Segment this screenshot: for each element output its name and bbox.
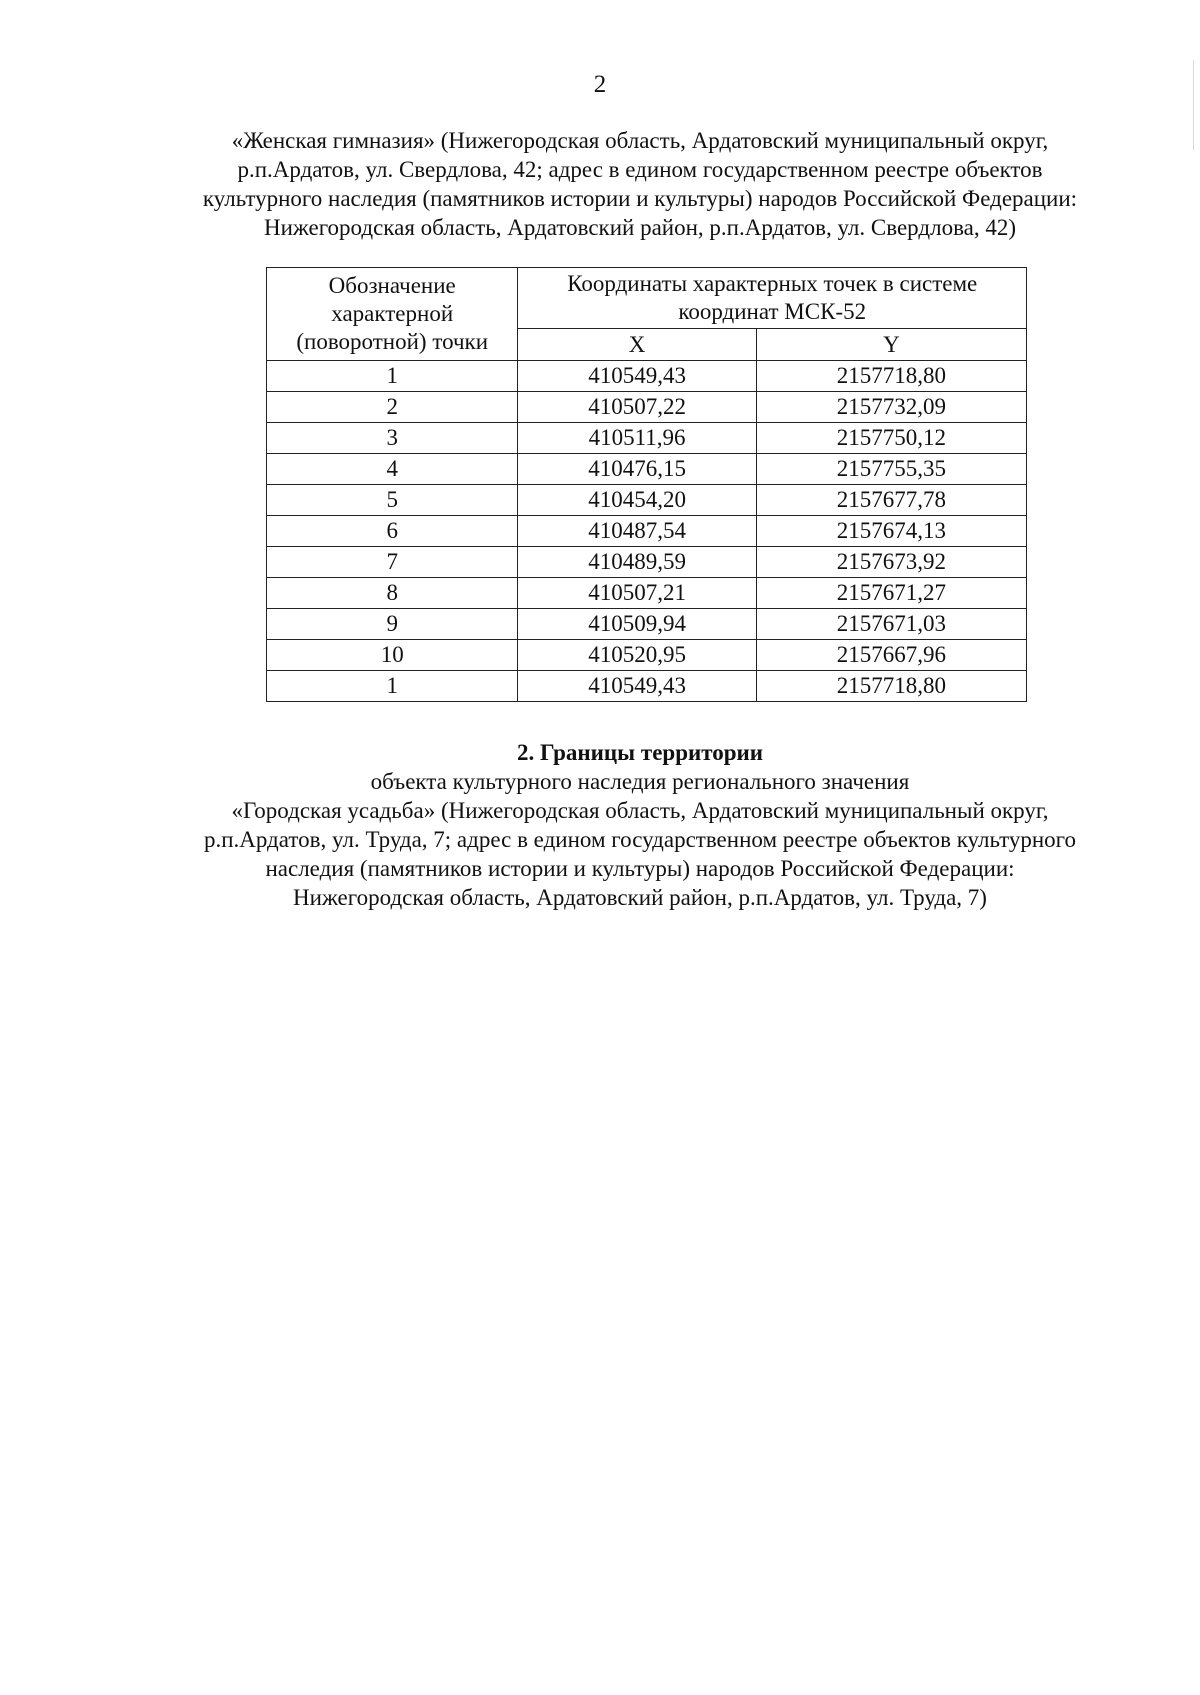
y-cell: 2157673,92 [756,547,1026,578]
intro-line: р.п.Ардатов, ул. Свердлова, 42; адрес в едином государственном реестре объектов [237,157,1043,182]
table-row [267,671,1027,702]
intro-line: культурного наследия (памятников истории и культуры) народов Российской Федерации: [202,186,1078,211]
point-cell: 1 [267,361,518,392]
point-cell: 10 [267,640,518,671]
intro-line: Нижегородская область, Ардатовский район, р.п.Ардатов, ул. Свердлова, 42) [263,215,1016,240]
x-cell: 410489,59 [518,547,756,578]
point-cell: 2 [267,392,518,423]
page-number: 2 [593,71,607,98]
coordinates-group-header [518,268,1027,329]
point-column-header [267,268,518,361]
y-cell: 2157671,03 [756,609,1026,640]
table-row [267,516,1027,547]
table-row [267,392,1027,423]
section-line: «Городская усадьба» (Нижегородская область, Ардатовский муниципальный округ, [231,798,1049,823]
table-row [267,361,1027,392]
table-row [267,640,1027,671]
intro-line: «Женская гимназия» (Нижегородская область, Ардатовский муниципальный округ, [231,128,1049,153]
point-cell: 8 [267,578,518,609]
point-cell: 3 [267,423,518,454]
x-cell: 410511,96 [518,423,756,454]
x-cell: 410507,22 [518,392,756,423]
point-header-line: Обозначение [328,273,456,298]
table-row [267,423,1027,454]
x-cell: 410454,20 [518,485,756,516]
y-cell: 2157674,13 [756,516,1026,547]
x-cell: 410509,94 [518,609,756,640]
point-header-line: (поворотной) точки [296,329,489,354]
point-cell: 1 [267,671,518,702]
y-cell: 2157755,35 [756,454,1026,485]
y-cell: 2157718,80 [756,361,1026,392]
y-column-header: Y [756,329,1026,361]
x-cell: 410487,54 [518,516,756,547]
section-heading: 2. Границы территории [516,740,764,765]
coordinates-table [266,267,1027,702]
point-cell: 6 [267,516,518,547]
y-cell: 2157671,27 [756,578,1026,609]
point-cell: 9 [267,609,518,640]
coords-header-line: координат МСК-52 [678,299,867,324]
table-row [267,485,1027,516]
section-2 [160,738,1120,912]
point-header-line: характерной [331,301,454,326]
y-cell: 2157750,12 [756,423,1026,454]
point-cell: 4 [267,454,518,485]
section-line: наследия (памятников истории и культуры) народов Российской Федерации: [265,856,1015,881]
table-row [267,578,1027,609]
coords-header-line: Координаты характерных точек в системе [567,271,978,296]
table-row [267,547,1027,578]
x-cell: 410507,21 [518,578,756,609]
y-cell: 2157677,78 [756,485,1026,516]
table-row [267,454,1027,485]
x-column-header: X [518,329,756,361]
section-line: р.п.Ардатов, ул. Труда, 7; адрес в едином государственном реестре объектов культурного [203,827,1077,852]
section-line: Нижегородская область, Ардатовский район, р.п.Ардатов, ул. Труда, 7) [293,885,987,910]
y-cell: 2157718,80 [756,671,1026,702]
x-cell: 410549,43 [518,671,756,702]
point-cell: 5 [267,485,518,516]
intro-paragraph [160,126,1120,242]
x-cell: 410476,15 [518,454,756,485]
x-cell: 410520,95 [518,640,756,671]
x-cell: 410549,43 [518,361,756,392]
point-cell: 7 [267,547,518,578]
table-row [267,609,1027,640]
y-cell: 2157667,96 [756,640,1026,671]
section-line: объекта культурного наследия регионального значения [370,769,910,794]
y-cell: 2157732,09 [756,392,1026,423]
